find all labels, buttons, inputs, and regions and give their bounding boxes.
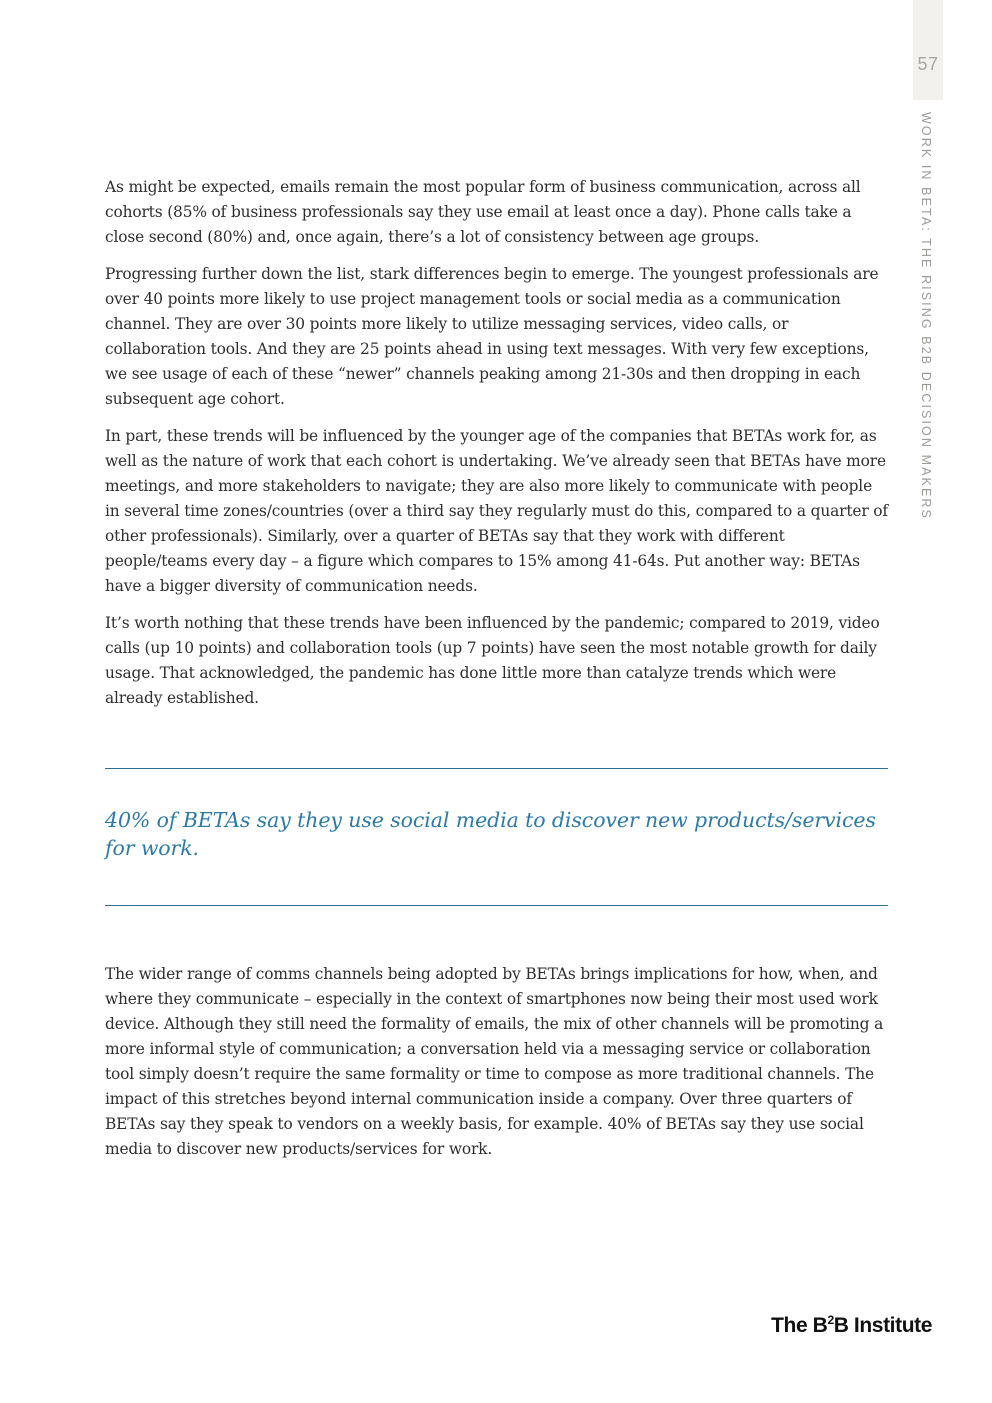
body-text-top (105, 175, 889, 723)
brand-logo-superscript: 2 (827, 1313, 834, 1327)
brand-logo-suffix: B Institute (833, 1314, 932, 1337)
divider-top (105, 768, 888, 769)
paragraph: Progressing further down the list, stark differences begin to emerge. The youngest professionals are over 40 points more likely to use project management tools or social media as a communication channel. They are over 30 points more likely to utilize messaging services, video calls, or collaboration tools. And they are 25 points ahead in using text messages. With very few exceptions, we see usage of each of these “newer” channels peaking among 21-30s and then dropping in each subsequent age cohort. (105, 265, 879, 408)
running-title: WORK IN BETA: THE RISING B2B DECISION MAKERS (919, 112, 933, 520)
paragraph: It’s worth nothing that these trends have been influenced by the pandemic; compared to 2019, video calls (up 10 points) and collaboration tools (up 7 points) have seen the most notable growth for daily usage. That acknowledged, the pandemic has done little more than catalyze trends which were already established. (105, 614, 880, 707)
pull-quote: 40% of BETAs say they use social media to discover new products/services for work. (105, 808, 876, 860)
brand-logo-prefix: The B (771, 1314, 828, 1337)
page-number: 57 (917, 54, 939, 74)
paragraph: The wider range of comms channels being adopted by BETAs brings implications for how, when, and where they communicate – especially in the context of smartphones now being their most used work device. Although they still need the formality of emails, the mix of other channels will be promoting a more informal style of communication; a conversation held via a messaging service or collaboration tool simply doesn’t require the same formality or time to compose as more traditional channels. The impact of this stretches beyond internal communication inside a company. Over three quarters of BETAs say they speak to vendors on a weekly basis, for example. 40% of BETAs say they use social media to discover new products/services for work. (105, 965, 884, 1158)
page-tab (913, 0, 943, 100)
brand-logo (771, 1313, 932, 1338)
divider-bottom (105, 905, 888, 906)
paragraph: In part, these trends will be influenced by the younger age of the companies that BETAs work for, as well as the nature of work that each cohort is undertaking. We’ve already seen that BETAs have more meetings, and more stakeholders to navigate; they are also more likely to communicate with people in several time zones/countries (over a third say they regularly must do this, compared to a quarter of other professionals). Similarly, over a quarter of BETAs say that they work with different people/teams every day – a figure which compares to 15% among 41-64s. Put another way: BETAs have a bigger diversity of communication needs. (105, 427, 888, 595)
body-text-bottom (105, 962, 889, 1174)
paragraph: As might be expected, emails remain the most popular form of business communication, across all cohorts (85% of business professionals say they use email at least once a day). Phone calls take a close second (80%) and, once again, there’s a lot of consistency between age groups. (105, 178, 861, 246)
